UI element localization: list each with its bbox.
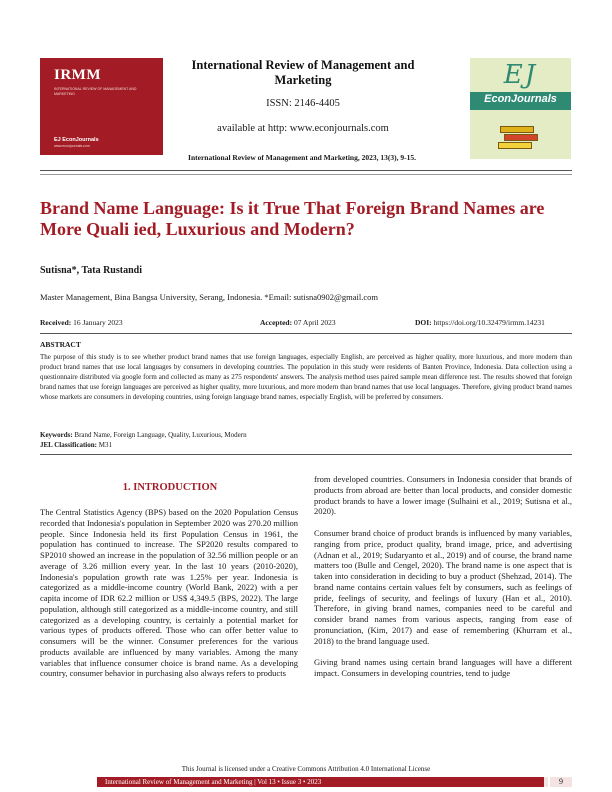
received-value: 16 January 2023 bbox=[73, 318, 123, 327]
received-label: Received: bbox=[40, 318, 72, 327]
book-stack-icon bbox=[504, 134, 538, 141]
paragraph: from developed countries. Consumers in Indonesia consider that brands of products from abroad are better than local products, and consider domestic product brands to have a lower image (Sulhaini et al., 2019; Sutisna et al., 2020). bbox=[314, 474, 572, 517]
doi-label: DOI: bbox=[415, 318, 432, 327]
publisher-logo-word: EconJournals bbox=[484, 93, 557, 105]
keywords-line bbox=[40, 430, 247, 440]
article-title: Brand Name Language: Is it True That Foreign Brand Names are More Quali ied, Luxurious and Modern? bbox=[40, 198, 545, 239]
paragraph: Giving brand names using certain brand languages will have a different impact. Consumers in developing countries, tend to judge bbox=[314, 657, 572, 678]
accepted-value: 07 April 2023 bbox=[293, 318, 336, 327]
econjournals-logo bbox=[470, 58, 571, 159]
doi bbox=[415, 318, 545, 327]
accepted-date bbox=[260, 318, 336, 327]
journal-cover-logo bbox=[40, 58, 163, 155]
paragraph: The Central Statistics Agency (BPS) based on the 2020 Population Census recorded that Indonesia's population in September 2020 was 270.20 million people. Since Indonesia held its first Population Census in 1961, the population has continued to increase. The SP2020 results compared to SP2010 showed an increase in the population of 32.56 million people or an average of 3.26 million every year. In the last 10 years (2010-2020), Indonesia's population growth rate was 1.25% per year. Indonesia is categorized as a middle-income country (World Bank, 2022) with a per capita income of IDR 62.2 million or US$ 4,349.5 (BPS, 2022). The large population, although still categorized as a middle-income country, and still categorized as a developing country, is certainly a potential market for various types of products offered. Those who can offer better value to consumers will be the winner. Consumer preferences for the various products available are influenced by many variables. Among the many variables that influence consumer choice is brand name. As a developing country, consumer behavior in purchasing also always refers to products bbox=[40, 507, 298, 679]
keywords-label: Keywords: bbox=[40, 431, 73, 439]
left-column bbox=[40, 507, 298, 679]
publisher-logo-letters: EJ bbox=[503, 60, 538, 90]
journal-website[interactable]: available at http: www.econjournals.com bbox=[217, 123, 389, 134]
footer-journal-info: International Review of Management and Marketing | Vol 13 • Issue 3 • 2023 bbox=[105, 778, 322, 786]
book-stack-icon bbox=[498, 142, 532, 149]
keywords-value: Brand Name, Foreign Language, Quality, Luxurious, Modern bbox=[74, 431, 247, 439]
page-number: 9 bbox=[548, 777, 572, 787]
abstract-top-rule bbox=[40, 333, 572, 334]
right-column bbox=[314, 474, 572, 679]
journal-title: International Review of Management and Marketing bbox=[191, 58, 415, 87]
author-affiliation: Master Management, Bina Bangsa University, Serang, Indonesia. *Email: sutisna0902@gmail.com bbox=[40, 292, 378, 302]
abstract-heading: ABSTRACT bbox=[40, 340, 81, 349]
paragraph: Consumer brand choice of product brands is influenced by many variables, ranging from price, product quality, brand image, price, and advertising (Adnan et al., 2019; Sudaryanto et al., 2019) and of course, the brand name matters too (Bulle and Cengel, 2020). The brand name is one aspect that is taken into consideration in deciding to buy a product (Shehzad, 2014). The brand name contains certain values felt by consumers, such as feelings of pride, feelings of security, and feelings of luxury (Han et al., 2010). Therefore, in giving brand names, companies need to be careful and consider brand names from various aspects, ranging from ease of pronunciation, (Kim, 2017) and ease of remembering (Khurram et al., 2018) to the brand language used. bbox=[314, 528, 572, 646]
section-heading-introduction: 1. INTRODUCTION bbox=[122, 482, 218, 493]
doi-link[interactable]: https://doi.org/10.32479/irmm.14231 bbox=[433, 318, 545, 327]
jel-line bbox=[40, 440, 247, 450]
abstract-text: The purpose of this study is to see whether product brand names that use foreign languages, especially English, are perceived as higher quality, more luxurious, and more modern than product brand names that use local languages by consumers in developing countries. The population in this study were residents of Banten Province, Indonesia. Data collection using a questionnaire distributed via google form and collected as many as 275 respondents' answers. The analysis method uses paired sample mean difference test. The results showed that foreign brand names that use foreign languages are perceived as higher quality, more luxurious, and more modern than brand names that use local languages. Therefore, giving product brand names whose markets are consumers in developing countries, using foreign language brand names, especially English, will be preferred by consumers. bbox=[40, 353, 572, 401]
journal-logo-brand: EJ EconJournals bbox=[54, 137, 99, 143]
received-date bbox=[40, 318, 123, 327]
journal-header bbox=[163, 58, 443, 134]
accepted-label: Accepted: bbox=[260, 318, 293, 327]
keywords-block bbox=[40, 430, 247, 450]
header-bottom-rule bbox=[40, 174, 572, 175]
abstract-bottom-rule bbox=[40, 454, 572, 455]
issn: ISSN: 2146-4405 bbox=[266, 98, 340, 109]
book-stack-icon bbox=[500, 126, 534, 133]
license-notice[interactable]: This Journal is licensed under a Creative Commons Attribution 4.0 International License bbox=[181, 765, 431, 773]
jel-value: M31 bbox=[98, 441, 112, 449]
journal-logo-mark: IRMM bbox=[54, 67, 101, 83]
journal-logo-subtitle: INTERNATIONAL REVIEW OF MANAGEMENT AND MARKETING bbox=[54, 87, 137, 96]
article-citation: International Review of Management and Marketing, 2023, 13(3), 9-15. bbox=[188, 153, 416, 162]
article-authors: Sutisna*, Tata Rustandi bbox=[40, 265, 142, 276]
journal-logo-brand-url: www.econjournals.com bbox=[54, 144, 90, 148]
footer-bar bbox=[97, 777, 572, 787]
jel-label: JEL Classification: bbox=[40, 441, 97, 449]
header-top-rule bbox=[40, 170, 572, 171]
